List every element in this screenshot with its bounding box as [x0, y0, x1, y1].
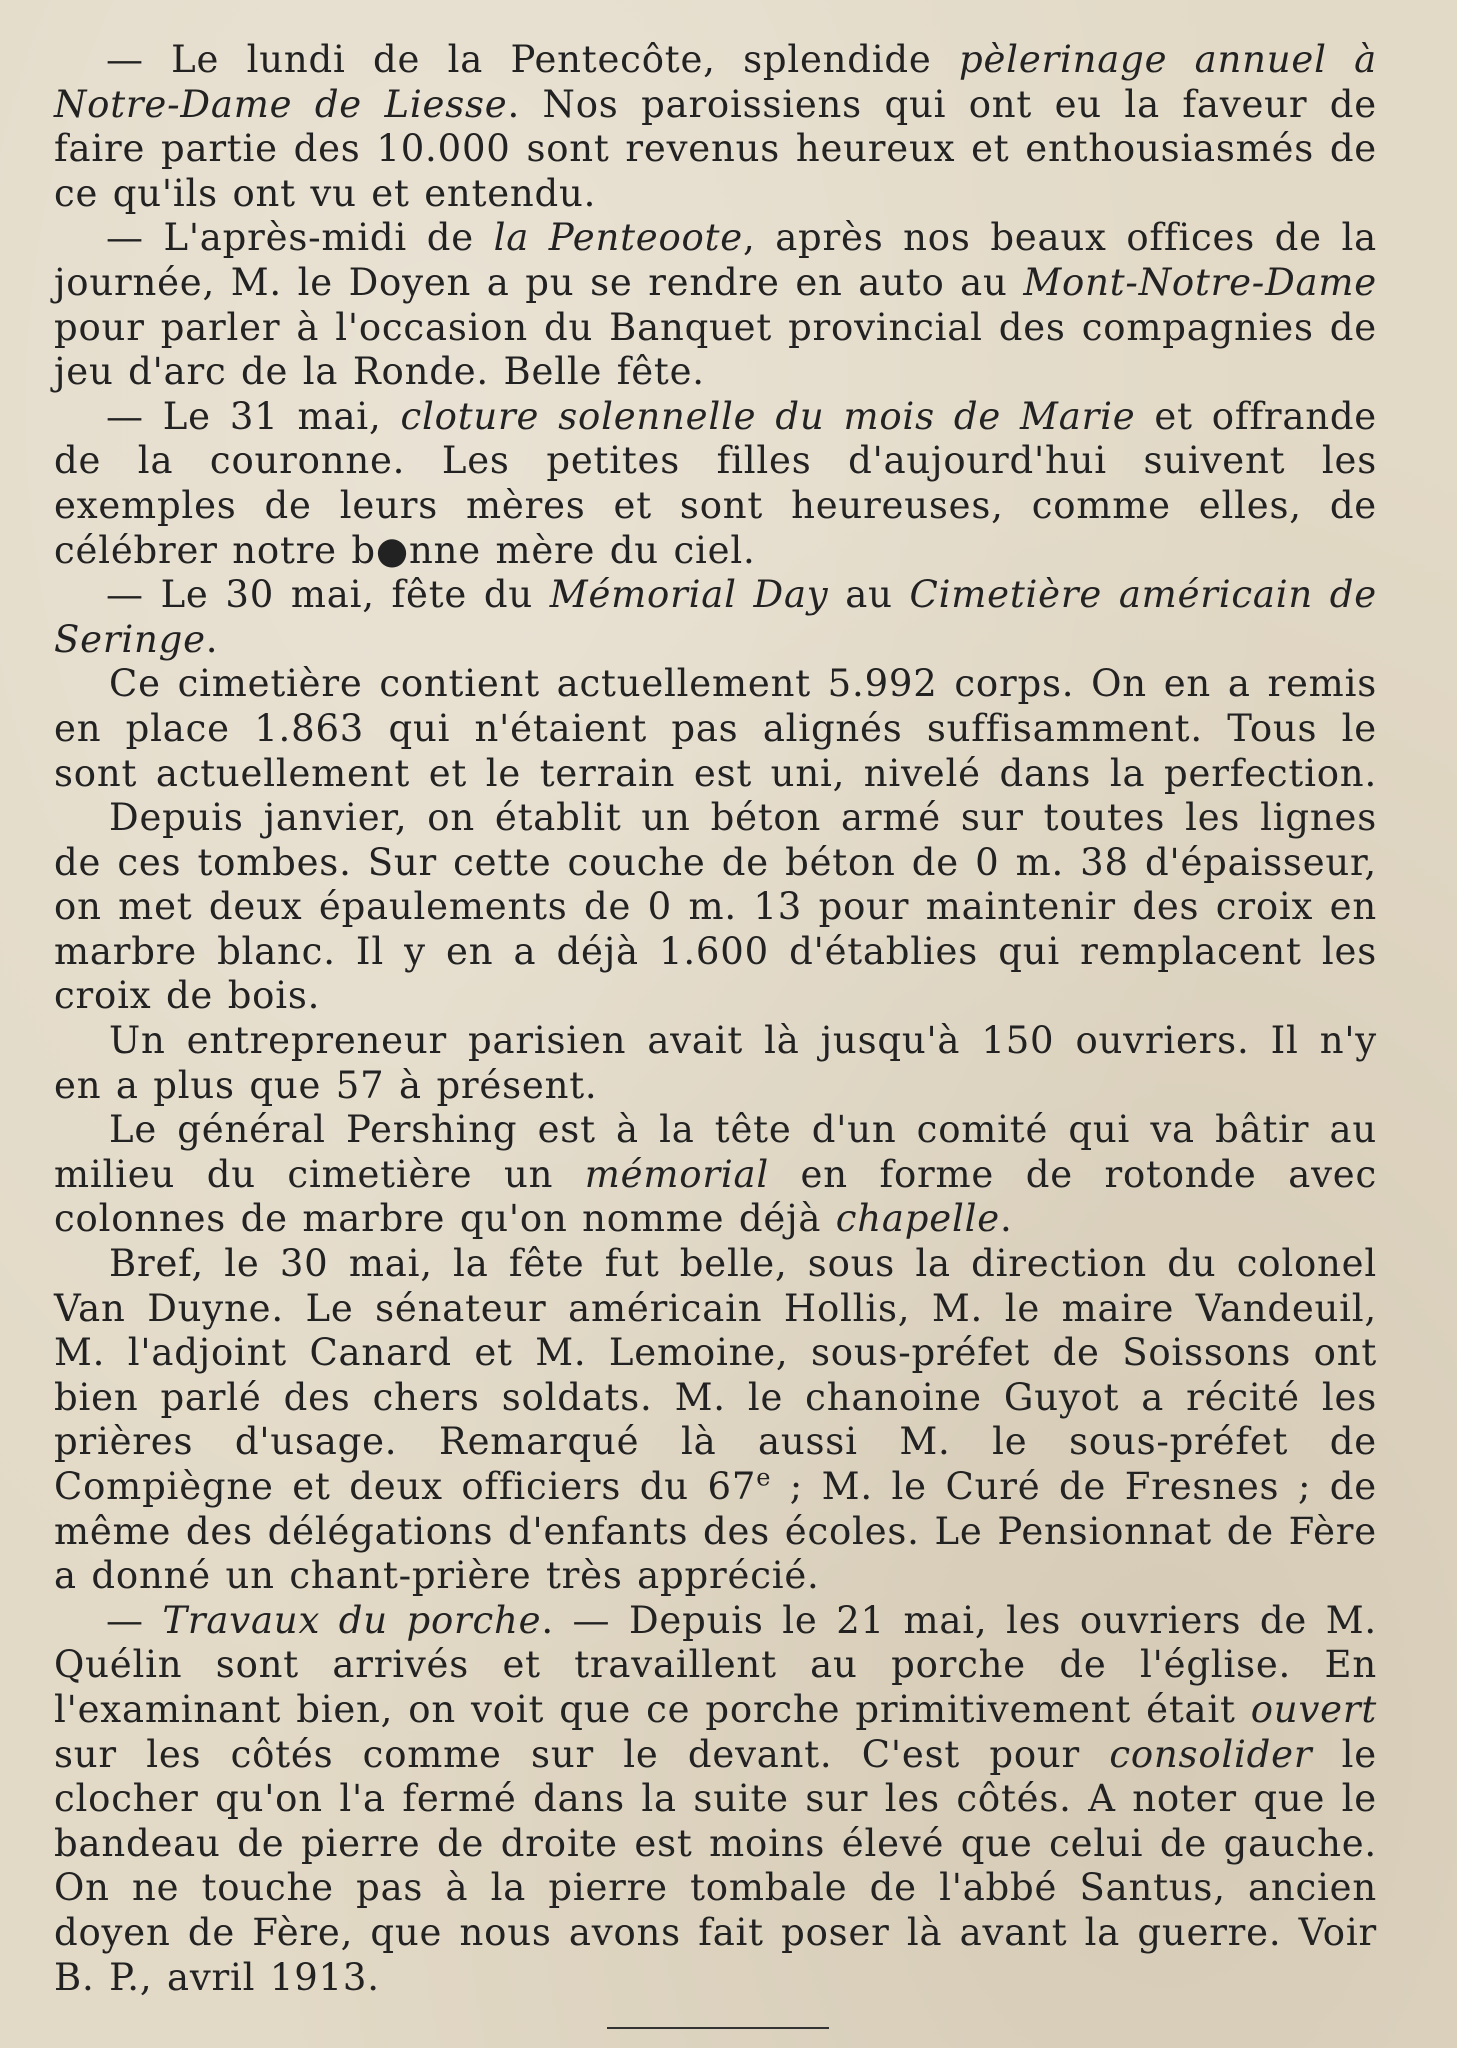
paragraph-concrete-tombs: Depuis janvier, on établit un béton armé sur toutes les lignes de ces tombes. Sur cette couche de béton de 0 m. 38 d'épaisseur, on met deux épaulements de 0 m. 13 pour maintenir des croix en marbre blanc. Il y en a déjà 1.600 d'établies qui remplacent les croix de bois.	[54, 796, 1377, 1018]
paragraph-workers: Un entrepreneur parisien avait là jusqu'à 150 ouvriers. Il n'y en a plus que 57 à présent.	[54, 1019, 1377, 1107]
paragraph-mois-de-marie: — Le 31 mai, cloture solennelle du mois de Marie et offrande de la couronne. Les petites filles d'aujourd'hui suivent les exemples de leurs mères et sont heureuses, comme elles, de célébrer notre b●nne mère du ciel.	[54, 394, 1378, 572]
paragraph-cemetery-bodies: Ce cimetière contient actuellement 5.992 corps. On en a remis en place 1.863 qui n'étaient pas alignés suffisamment. Tous le sont actuellement et le terrain est uni, nivelé dans la perfection.	[54, 662, 1377, 795]
paragraph-ceremony: Bref, le 30 mai, la fête fut belle, sous la direction du colonel Van Duyne. Le sénateur américain Hollis, M. le maire Vandeuil, M. l'adjoint Canard et M. Lemoine, sous-préfet de Soissons ont bien parlé des chers soldats. M. le chanoine Guyot a récité les prières d'usage. Remarqué là aussi M. le sous-préfet de Compiègne et deux officiers du 67e ; M. le Curé de Fresnes ; de même des délégations d'enfants des écoles. Le Pensionnat de Fère a donné un chant-prière très apprécié.	[54, 1242, 1377, 1598]
paragraph-porch-works: — Travaux du porche. — Depuis le 21 mai, les ouvriers de M. Quélin sont arrivés et travaillent au porche de l'église. En l'examinant bien, on voit que ce porche primitivement était ouvert sur les côtés comme sur le devant. C'est pour consolider le clocher qu'on l'a fermé dans la suite sur les côtés. A noter que le bandeau de pierre de droite est moins élevé que celui de gauche. On ne touche pas à la pierre tombale de l'abbé Santus, ancien doyen de Fère, que nous avons fait poser là avant la guerre. Voir B. P., avril 1913.	[54, 1598, 1377, 1999]
paragraph-pershing-memorial: Le général Pershing est à la tête d'un comité qui va bâtir au milieu du cimetière un mémorial en forme de rotonde avec colonnes de marbre qu'on nomme déjà chapelle.	[54, 1108, 1377, 1241]
paragraph-memorial-day: — Le 30 mai, fête du Mémorial Day au Cimetière américain de Seringe.	[54, 573, 1377, 661]
paragraph-pentecote-afternoon: — L'après-midi de la Penteoote, après nos beaux offices de la journée, M. le Doyen a pu se rendre en auto au Mont-Notre-Dame pour parler à l'occasion du Banquet provincial des compagnies de jeu d'arc de la Ronde. Belle fête.	[54, 216, 1378, 394]
section-divider	[607, 2027, 829, 2029]
paragraph-pentecote-pilgrimage: — Le lundi de la Pentecôte, splendide pèlerinage annuel à Notre-Dame de Liesse. Nos paroissiens qui ont eu la faveur de faire partie des 10.000 sont revenus heureux et enthousiasmés de ce qu'ils ont vu et entendu.	[54, 38, 1377, 215]
